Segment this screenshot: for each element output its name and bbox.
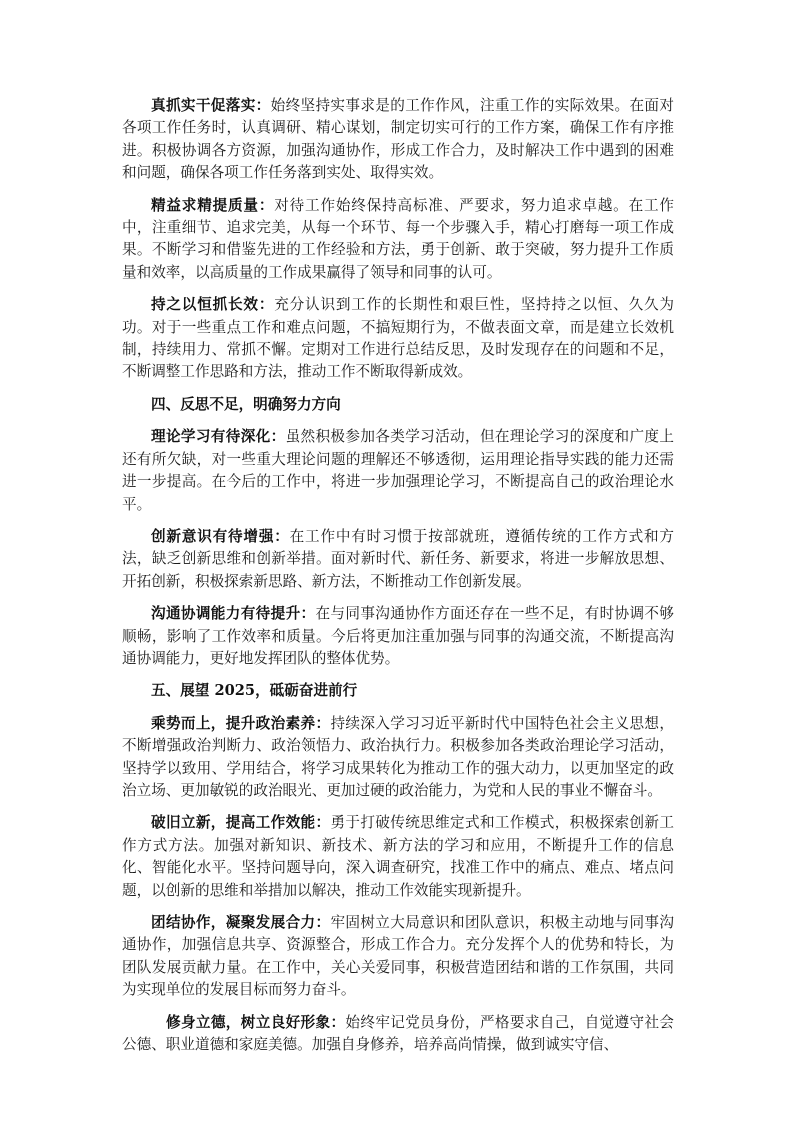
paragraph-text: 对待工作始终保持高标准、严要求，努力追求卓越。在工作中，注重细节、追求完美，从每一个环节、每一个步骤入手，精心打磨每一项工作成果。不断学习和借鉴先进的工作经验和方法，勇于创新、敢于突破，努力提升工作质量和效率，以高质量的工作成果赢得了领导和同事的认可。 [122,196,674,281]
paragraph-communication [122,603,674,670]
paragraph-text: 牢固树立大局意识和团队意识，积极主动地与同事沟通协作，加强信息共享、资源整合，形成工作合力。充分发挥个人的优势和特长，为团队发展贡献力量。在工作中，关心关爱同事，积极营造团结和谐的工作氛围，共同为实现单位的发展目标而努力奋斗。 [122,914,674,999]
paragraph-practical-work [122,95,674,185]
paragraph-text: 始终牢记党员身份，严格要求自己，自觉遵守社会公德、职业道德和家庭美德。加强自身修养，培养高尚情操，做到诚实守信、 [122,1013,674,1054]
paragraph-text: 勇于打破传统思维定式和工作模式，积极探索创新工作方式方法。加强对新知识、新技术、新方法的学习和应用，不断提升工作的信息化、智能化水平。坚持问题导向，深入调查研究，找准工作中的痛点、难点、堵点问题，以创新的思维和举措加以解决，推动工作效能实现新提升。 [122,814,674,899]
paragraph-lead: 精益求精提质量： [151,196,275,214]
document-body [122,95,674,1066]
paragraph-theory-study [122,426,674,516]
section-heading-outlook: 五、展望 2025，砥砺奋进前行 [151,682,358,700]
paragraph-text: 始终坚持实事求是的工作作风，注重工作的实际效果。在面对各项工作任务时，认真调研、精心谋划，制定切实可行的工作方案，确保工作有序推进。积极协调各方资源，加强沟通协作，形成工作合力，及时解决工作中遇到的困难和问题，确保各项工作任务落到实处、取得实效。 [122,97,674,182]
paragraph-quality [122,195,674,285]
paragraph-text: 在与同事沟通协作方面还存在一些不足，有时协调不够顺畅，影响了工作效率和质量。今后将更加注重加强与同事的沟通交流，不断提高沟通协调能力，更好地发挥团队的整体优势。 [122,605,674,667]
paragraph-lead: 沟通协调能力有待提升： [151,605,316,623]
paragraph-text: 充分认识到工作的长期性和艰巨性，坚持持之以恒、久久为功。对于一些重点工作和难点问题，不搞短期行为，不做表面文章，而是建立长效机制，持续用力、常抓不懈。定期对工作进行总结反思，及时发现存在的问题和不足，不断调整工作思路和方法，推动工作不断取得新成效。 [122,296,674,381]
paragraph-text: 在工作中有时习惯于按部就班，遵循传统的工作方式和方法，缺乏创新思维和创新举措。面对新时代、新任务、新要求，将进一步解放思想、开拓创新，积极探索新思路、新方法，不断推动工作创新发展。 [122,527,674,590]
paragraph-lead: 团结协作，凝聚发展合力： [151,914,331,931]
paragraph-lead: 持之以恒抓长效： [151,296,275,314]
paragraph-teamwork [122,912,674,1002]
paragraph-lead: 破旧立新，提高工作效能： [151,814,331,832]
paragraph-efficiency [122,812,674,902]
paragraph-lead: 真抓实干促落实： [151,97,271,114]
paragraph-lead: 乘势而上，提升政治素养： [151,714,331,732]
paragraph-lead: 修身立德，树立良好形象： [166,1013,346,1031]
paragraph-lead: 理论学习有待深化： [151,428,286,446]
paragraph-moral-cultivation [122,1012,674,1057]
paragraph-political-literacy [122,713,674,803]
paragraph-text: 虽然积极参加各类学习活动，但在理论学习的深度和广度上还有所欠缺，对一些重大理论问题的理解还不够透彻，运用理论指导实践的能力还需进一步提高。在今后的工作中，将进一步加强理论学习，不断提高自己的政治理论水平。 [122,428,674,513]
paragraph-long-term [122,294,674,384]
paragraph-innovation [122,526,674,593]
paragraph-lead: 创新意识有待增强： [151,527,290,545]
paragraph-text: 持续深入学习习近平新时代中国特色社会主义思想，不断增强政治判断力、政治领悟力、政治执行力。积极参加各类政治理论学习活动，坚持学以致用、学用结合，将学习成果转化为推动工作的强大动力，以更加坚定的政治立场、更加敏锐的政治眼光、更加过硬的政治能力，为党和人民的事业不懈奋斗。 [122,714,674,799]
section-heading-reflection: 四、反思不足，明确努力方向 [151,395,341,413]
